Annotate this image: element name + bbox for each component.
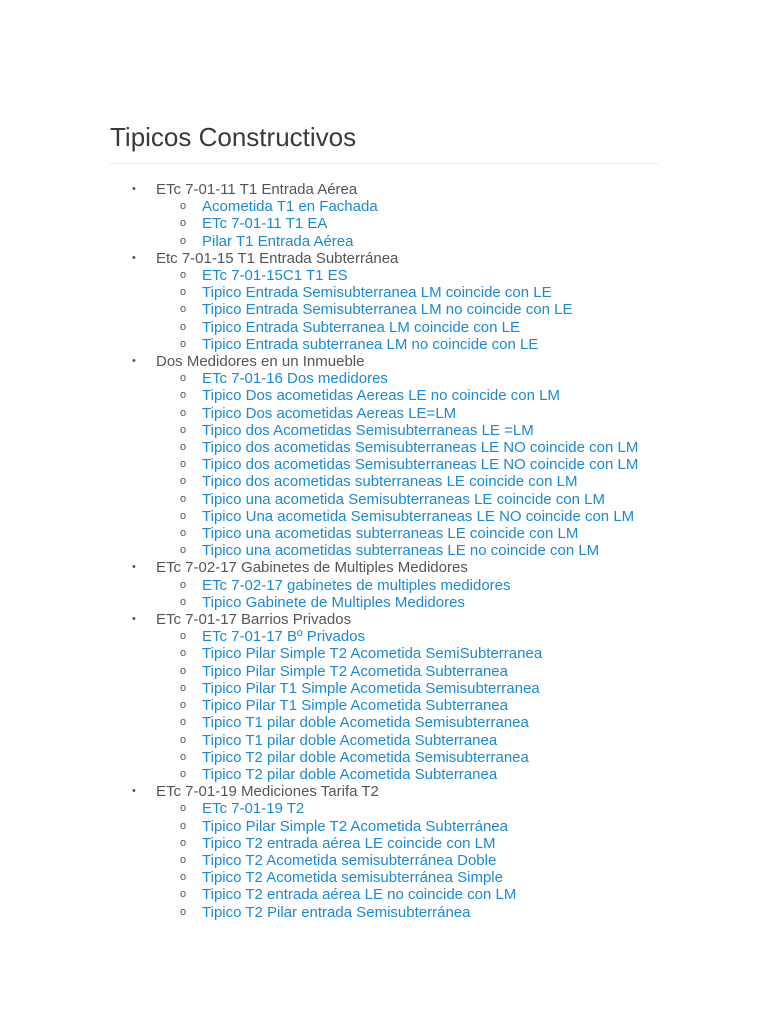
list-item: [156, 473, 658, 490]
list-item: [156, 697, 658, 714]
list-item: [156, 904, 658, 921]
document-link[interactable]: Tipico una acometidas subterraneas LE no coincide con LM: [202, 542, 600, 560]
bullet-circle: o: [180, 733, 187, 746]
section-item: [110, 783, 658, 921]
document-link[interactable]: Tipico una acometida Semisubterraneas LE coincide con LM: [202, 490, 605, 508]
list-item: [156, 835, 658, 852]
list-item: [156, 336, 658, 353]
bullet-circle: o: [180, 441, 187, 454]
bullet-circle: o: [180, 647, 187, 660]
bullet-circle: o: [180, 320, 187, 333]
list-item: [156, 663, 658, 680]
document-link[interactable]: Tipico dos acometidas Semisubterraneas LE NO coincide con LM: [202, 439, 639, 457]
document-link[interactable]: Tipico T2 Acometida semisubterránea Simple: [202, 869, 503, 887]
document-link[interactable]: Tipico Entrada Semisubterranea LM coincide con LE: [202, 284, 552, 302]
list-item: [156, 680, 658, 697]
document-link[interactable]: ETc 7-01-17 Bº Privados: [202, 628, 366, 646]
list-item: [156, 732, 658, 749]
bullet-circle: o: [180, 372, 187, 385]
bullet-circle: o: [180, 509, 187, 522]
document-link[interactable]: Tipico Pilar Simple T2 Acometida Subterránea: [202, 817, 508, 835]
list-item: [156, 405, 658, 422]
section-item: [110, 181, 658, 250]
page-title: Tipicos Constructivos: [110, 119, 658, 164]
section-heading: ETc 7-01-19 Mediciones Tarifa T2: [156, 783, 379, 801]
document-link[interactable]: ETc 7-01-11 T1 EA: [202, 215, 328, 233]
list-item: [156, 852, 658, 869]
list-item: [156, 456, 658, 473]
bullet-circle: o: [180, 802, 187, 815]
document-link[interactable]: Tipico Pilar Simple T2 Acometida SemiSubterranea: [202, 645, 543, 663]
list-item: [156, 233, 658, 250]
bullet-circle: o: [180, 492, 187, 505]
section-item: [110, 353, 658, 559]
document-link[interactable]: Tipico T2 Acometida semisubterránea Doble: [202, 851, 497, 869]
bullet-circle: o: [180, 544, 187, 557]
bullet-circle: o: [180, 716, 187, 729]
bullet-disc: •: [132, 561, 136, 574]
document-link[interactable]: Acometida T1 en Fachada: [202, 198, 378, 216]
list-item: [156, 284, 658, 301]
section-item: [110, 611, 658, 783]
bullet-circle: o: [180, 871, 187, 884]
list-item: [156, 422, 658, 439]
bullet-circle: o: [180, 423, 187, 436]
document-link[interactable]: Tipico dos acometidas Semisubterraneas LE NO coincide con LM: [202, 456, 639, 474]
bullet-circle: o: [180, 836, 187, 849]
list-item: [156, 800, 658, 817]
bullet-circle: o: [180, 269, 187, 282]
bullet-circle: o: [180, 389, 187, 402]
list-item: [156, 594, 658, 611]
list-item: [156, 577, 658, 594]
document-link[interactable]: Tipico T2 pilar doble Acometida Semisubterranea: [202, 748, 529, 766]
bullet-circle: o: [180, 406, 187, 419]
list-item: [156, 525, 658, 542]
link-list: [156, 800, 658, 920]
document-link[interactable]: Tipico T1 pilar doble Acometida Semisubterranea: [202, 714, 529, 732]
list-item: [156, 215, 658, 232]
list-item: [156, 886, 658, 903]
bullet-circle: o: [180, 699, 187, 712]
document-link[interactable]: Tipico T2 Pilar entrada Semisubterránea: [202, 903, 471, 921]
list-item: [156, 645, 658, 662]
section-item: [110, 559, 658, 611]
link-list: [156, 628, 658, 783]
bullet-circle: o: [180, 888, 187, 901]
document-link[interactable]: ETc 7-01-15C1 T1 ES: [202, 267, 348, 285]
document-page: [110, 119, 658, 921]
bullet-circle: o: [180, 630, 187, 643]
document-link[interactable]: Tipico Entrada Subterranea LM coincide con LE: [202, 318, 520, 336]
list-item: [156, 198, 658, 215]
list-item: [156, 370, 658, 387]
document-link[interactable]: Tipico una acometidas subterraneas LE coincide con LM: [202, 525, 579, 543]
link-list: [156, 577, 658, 611]
document-link[interactable]: Tipico T2 pilar doble Acometida Subterranea: [202, 765, 498, 783]
bullet-disc: •: [132, 355, 136, 368]
bullet-circle: o: [180, 527, 187, 540]
document-link[interactable]: Tipico Entrada Semisubterranea LM no coincide con LE: [202, 301, 573, 319]
bullet-circle: o: [180, 681, 187, 694]
bullet-disc: •: [132, 183, 136, 195]
section-heading: ETc 7-02-17 Gabinetes de Multiples Medidores: [156, 559, 468, 577]
bullet-disc: •: [132, 785, 136, 798]
bullet-disc: •: [132, 251, 136, 264]
document-link[interactable]: Tipico Dos acometidas Aereas LE no coincide con LM: [202, 387, 560, 405]
section-heading: ETc 7-01-17 Barrios Privados: [156, 611, 352, 629]
list-item: [156, 319, 658, 336]
bullet-circle: o: [180, 750, 187, 763]
link-list: [156, 198, 658, 250]
section-item: [110, 250, 658, 353]
document-link[interactable]: Tipico Pilar Simple T2 Acometida Subterranea: [202, 662, 508, 680]
list-item: [156, 439, 658, 456]
bullet-circle: o: [180, 303, 187, 316]
document-link[interactable]: Pilar T1 Entrada Aérea: [202, 232, 354, 250]
document-link[interactable]: Tipico Una acometida Semisubterraneas LE NO coincide con LM: [202, 507, 635, 525]
bullet-circle: o: [180, 200, 187, 213]
document-link[interactable]: Tipico Dos acometidas Aereas LE=LM: [202, 404, 457, 422]
list-item: [156, 542, 658, 559]
bullet-circle: o: [180, 767, 187, 780]
bullet-circle: o: [180, 819, 187, 832]
bullet-circle: o: [180, 578, 187, 591]
document-link[interactable]: Tipico Gabinete de Multiples Medidores: [202, 593, 465, 611]
section-heading: Etc 7-01-15 T1 Entrada Subterránea: [156, 249, 399, 267]
list-item: [156, 749, 658, 766]
list-item: [156, 628, 658, 645]
section-heading: Dos Medidores en un Inmueble: [156, 353, 365, 371]
bullet-circle: o: [180, 475, 187, 488]
list-item: [156, 491, 658, 508]
bullet-circle: o: [180, 458, 187, 471]
bullet-circle: o: [180, 286, 187, 299]
bullet-circle: o: [180, 337, 187, 350]
document-link[interactable]: Tipico T2 entrada aérea LE no coincide con LM: [202, 886, 517, 904]
section-heading: ETc 7-01-11 T1 Entrada Aérea: [156, 181, 358, 198]
list-item: [156, 714, 658, 731]
list-item: [156, 387, 658, 404]
bullet-disc: •: [132, 613, 136, 626]
document-link[interactable]: Tipico dos Acometidas Semisubterraneas LE =LM: [202, 421, 534, 439]
bullet-circle: o: [180, 664, 187, 677]
document-link[interactable]: ETc 7-02-17 gabinetes de multiples medidores: [202, 576, 511, 594]
bullet-circle: o: [180, 234, 187, 247]
link-list: [156, 370, 658, 559]
section-list: [110, 181, 658, 921]
list-item: [156, 869, 658, 886]
document-link[interactable]: ETc 7-01-16 Dos medidores: [202, 370, 388, 388]
bullet-circle: o: [180, 217, 187, 230]
document-link[interactable]: Tipico Pilar T1 Simple Acometida Semisubterranea: [202, 679, 540, 697]
document-link[interactable]: Tipico Entrada subterranea LM no coincide con LE: [202, 335, 539, 353]
bullet-circle: o: [180, 905, 187, 918]
bullet-circle: o: [180, 595, 187, 608]
list-item: [156, 301, 658, 318]
list-item: [156, 766, 658, 783]
list-item: [156, 818, 658, 835]
document-link[interactable]: Tipico dos acometidas subterraneas LE coincide con LM: [202, 473, 578, 491]
document-link[interactable]: Tipico T2 entrada aérea LE coincide con LM: [202, 834, 496, 852]
document-link[interactable]: ETc 7-01-19 T2: [202, 800, 305, 818]
list-item: [156, 508, 658, 525]
list-item: [156, 267, 658, 284]
link-list: [156, 267, 658, 353]
document-link[interactable]: Tipico Pilar T1 Simple Acometida Subterranea: [202, 697, 508, 715]
document-link[interactable]: Tipico T1 pilar doble Acometida Subterranea: [202, 731, 498, 749]
bullet-circle: o: [180, 853, 187, 866]
